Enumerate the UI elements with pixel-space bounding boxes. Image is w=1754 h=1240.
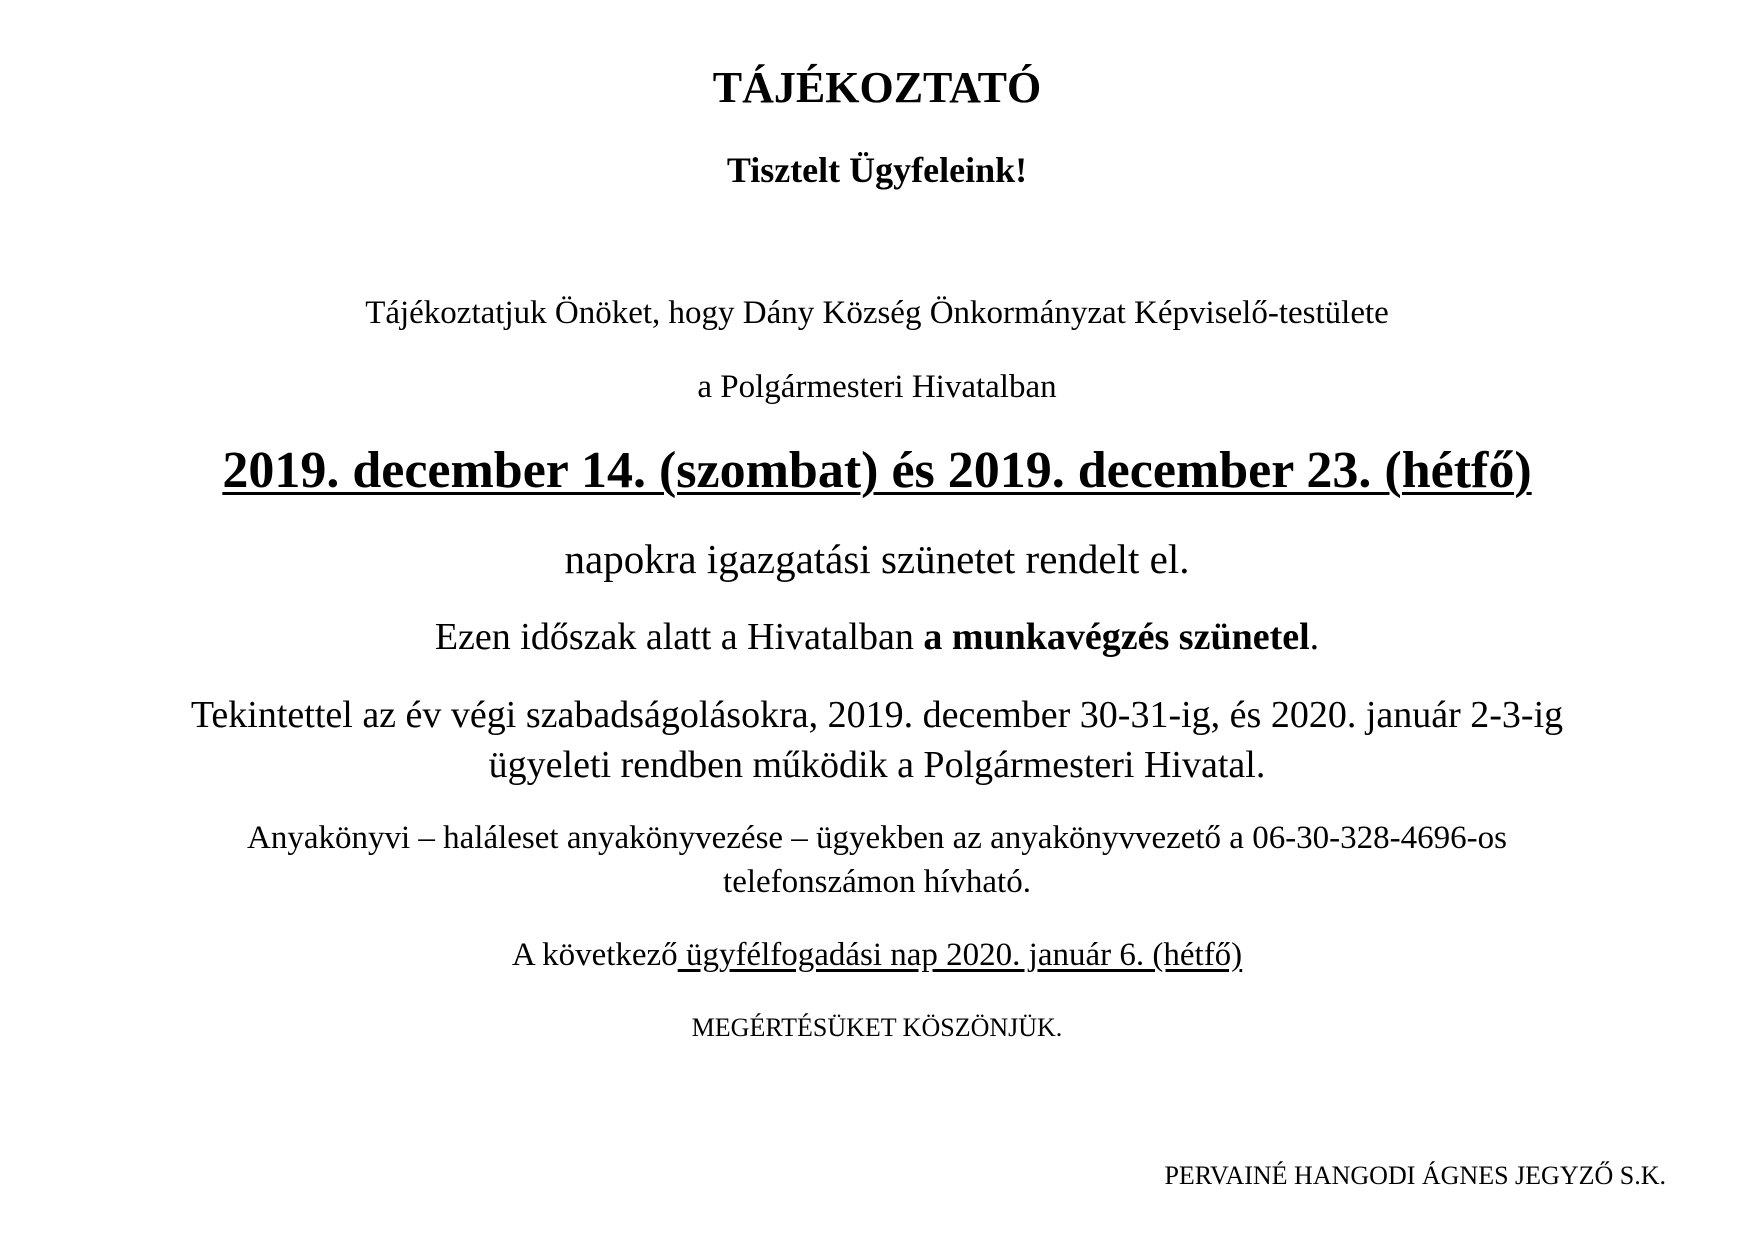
work-pause-prefix: Ezen időszak alatt a Hivatalban [434,616,924,658]
notice-title: TÁJÉKOZTATÓ [712,63,1042,112]
intro-line-1: Tájékoztatjuk Önöket, hogy Dány Község Önkormányzat Képviselő-testülete [365,295,1389,331]
work-pause-emphasis: a munkavégzés szünetel [923,616,1310,658]
registry-line-1: Anyakönyvi – haláleset anyakönyvezése – ügyekben az anyakönyvvezető a 06-30-328-4696-os [247,820,1507,856]
work-pause-line [0,618,1754,656]
registry-line-2: telefonszámon hívható. [723,864,1031,900]
signature: PERVAINÉ HANGODI ÁGNES JEGYZŐ S.K. [1164,1161,1666,1190]
closure-dates: 2019. december 14. (szombat) és 2019. december 23. (hétfő) [222,442,1532,499]
intro-line-2: a Polgármesteri Hivatalban [697,369,1057,405]
administrative-break-line: napokra igazgatási szünetet rendelt el. [564,536,1190,582]
thanks-line: MEGÉRTÉSÜKET KÖSZÖNJÜK. [691,1013,1063,1042]
holiday-line-2: ügyeleti rendben működik a Polgármesteri Hivatal. [488,744,1266,786]
next-office-day-date: ügyfélfogadási nap 2020. január 6. (hétfő) [677,937,1243,973]
next-office-day-prefix: A következő [511,937,678,973]
greeting: Tisztelt Ügyfeleink! [726,150,1028,190]
next-office-day-line [0,939,1754,972]
work-pause-suffix: . [1309,616,1320,658]
holiday-line-1: Tekintettel az év végi szabadságolásokra, 2019. december 30-31-ig, és 2020. január 2-3-ig [190,694,1564,736]
